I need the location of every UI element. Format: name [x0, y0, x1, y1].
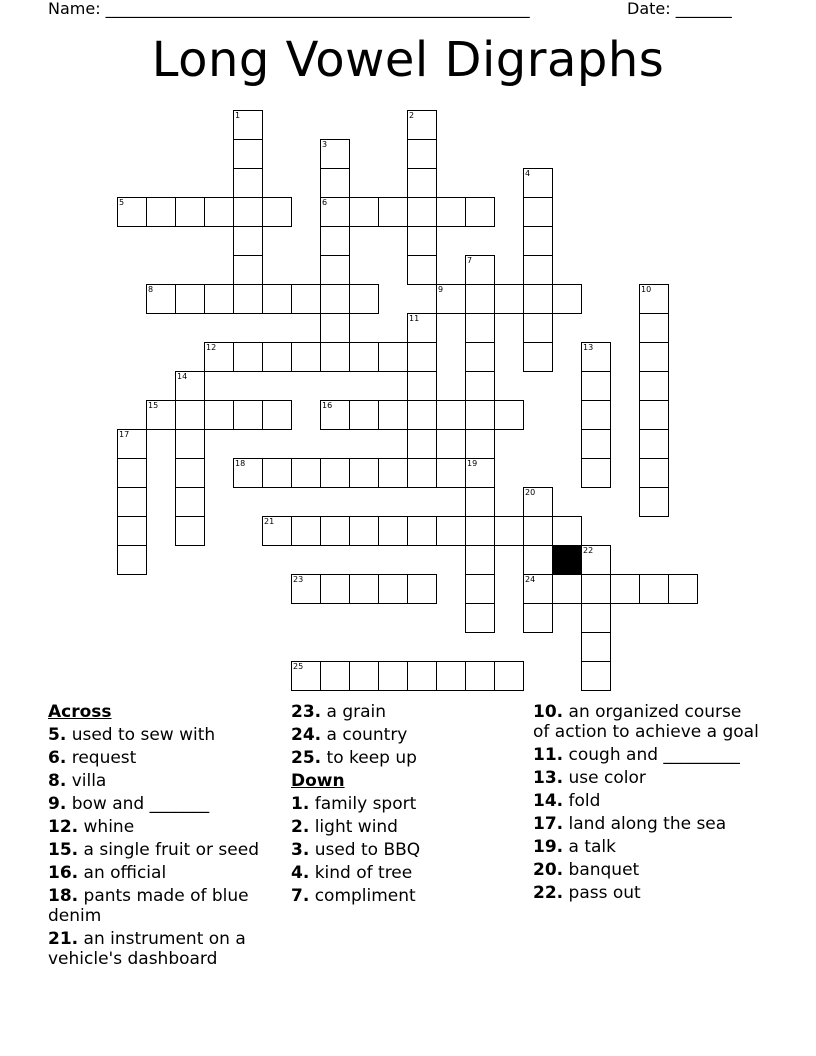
clue-number: 21 [264, 517, 275, 526]
clue-number: 22 [583, 546, 594, 555]
grid-cell[interactable] [291, 516, 321, 546]
grid-cell[interactable] [378, 342, 408, 372]
down-clue-11: 11. cough and _________ [533, 745, 740, 765]
grid-cell[interactable] [378, 458, 408, 488]
grid-cell[interactable] [639, 487, 669, 517]
grid-cell[interactable] [610, 574, 640, 604]
grid-cell[interactable] [320, 313, 350, 343]
grid-cell[interactable] [494, 516, 524, 546]
across-clue-5: 5. used to sew with [48, 725, 216, 745]
grid-cell[interactable] [291, 574, 321, 604]
grid-cell[interactable] [320, 516, 350, 546]
name-field-label: Name: _____________________________________________________ [48, 0, 530, 18]
grid-cell[interactable] [262, 516, 292, 546]
down-clue-19: 19. a talk [533, 837, 617, 857]
grid-cell[interactable] [117, 197, 147, 227]
clue-number: 12 [206, 343, 217, 352]
grid-cell[interactable] [523, 197, 553, 227]
grid-cell[interactable] [436, 661, 466, 691]
grid-cell[interactable] [349, 458, 379, 488]
grid-cell[interactable] [204, 342, 234, 372]
grid-cell[interactable] [117, 458, 147, 488]
grid-cell[interactable] [581, 371, 611, 401]
clue-number: 3 [322, 140, 328, 149]
clue-number: 20 [525, 488, 536, 497]
page-title: Long Vowel Digraphs [151, 32, 665, 88]
grid-cell[interactable] [581, 429, 611, 459]
grid-cell[interactable] [494, 661, 524, 691]
grid-cell[interactable] [349, 284, 379, 314]
grid-cell[interactable] [146, 197, 176, 227]
grid-cell[interactable] [523, 226, 553, 256]
grid-cell[interactable] [523, 342, 553, 372]
grid-cell[interactable] [552, 284, 582, 314]
grid-cell[interactable] [523, 487, 553, 517]
across-clue-16: 16. an official [48, 863, 167, 883]
grid-cell[interactable] [436, 197, 466, 227]
clues-column-2 [291, 702, 523, 909]
grid-cell[interactable] [639, 342, 669, 372]
grid-cell[interactable] [291, 284, 321, 314]
clues-column-1 [48, 702, 280, 972]
grid-cell[interactable] [291, 342, 321, 372]
grid-cell[interactable] [407, 574, 437, 604]
grid-cell[interactable] [639, 458, 669, 488]
grid-cell[interactable] [204, 284, 234, 314]
grid-cell[interactable] [639, 400, 669, 430]
grid-cell[interactable] [639, 371, 669, 401]
clue-number: 19 [467, 459, 478, 468]
grid-cell[interactable] [581, 661, 611, 691]
grid-cell[interactable] [175, 429, 205, 459]
grid-cell[interactable] [465, 342, 495, 372]
grid-cell[interactable] [494, 284, 524, 314]
clue-number: 14 [177, 372, 188, 381]
grid-cell[interactable] [523, 545, 553, 575]
grid-cell[interactable] [117, 545, 147, 575]
grid-cell[interactable] [407, 226, 437, 256]
clue-number: 13 [583, 343, 594, 352]
grid-cell[interactable] [407, 342, 437, 372]
grid-cell[interactable] [320, 342, 350, 372]
grid-cell[interactable] [204, 197, 234, 227]
grid-cell[interactable] [262, 458, 292, 488]
grid-cell[interactable] [349, 400, 379, 430]
grid-cell[interactable] [378, 661, 408, 691]
grid-cell[interactable] [639, 574, 669, 604]
grid-cell[interactable] [320, 168, 350, 198]
grid-cell[interactable] [378, 516, 408, 546]
grid-cell[interactable] [233, 226, 263, 256]
grid-cell[interactable] [581, 603, 611, 633]
grid-cell[interactable] [233, 139, 263, 169]
down-clue-3: 3. used to BBQ [291, 840, 421, 860]
grid-cell[interactable] [407, 661, 437, 691]
grid-cell[interactable] [465, 458, 495, 488]
clue-number: 25 [293, 662, 304, 671]
grid-cell[interactable] [117, 516, 147, 546]
grid-cell[interactable] [320, 574, 350, 604]
across-clue-9: 9. bow and _______ [48, 794, 210, 814]
down-clue-14: 14. fold [533, 791, 601, 811]
date-field-label: Date: _______ [627, 0, 732, 18]
grid-cell[interactable] [523, 574, 553, 604]
across-clue-25: 25. to keep up [291, 748, 417, 768]
grid-cell[interactable] [233, 342, 263, 372]
grid-cell[interactable] [523, 516, 553, 546]
across-clue-12: 12. whine [48, 817, 135, 837]
grid-cell[interactable] [465, 574, 495, 604]
grid-cell[interactable] [407, 429, 437, 459]
grid-cell[interactable] [407, 168, 437, 198]
grid-cell[interactable] [204, 400, 234, 430]
grid-cell[interactable] [320, 226, 350, 256]
grid-cell[interactable] [523, 168, 553, 198]
grid-cell[interactable] [407, 313, 437, 343]
grid-cell[interactable] [117, 429, 147, 459]
grid-cell[interactable] [233, 168, 263, 198]
grid-cell[interactable] [175, 400, 205, 430]
grid-cell[interactable] [117, 487, 147, 517]
grid-cell[interactable] [349, 516, 379, 546]
grid-cell[interactable] [523, 603, 553, 633]
grid-cell[interactable] [175, 516, 205, 546]
grid-cell[interactable] [523, 313, 553, 343]
clues-column-3 [533, 702, 763, 906]
grid-cell[interactable] [175, 458, 205, 488]
grid-cell[interactable] [465, 603, 495, 633]
grid-cell[interactable] [465, 313, 495, 343]
grid-cell[interactable] [465, 371, 495, 401]
blocked-cell [552, 545, 582, 575]
clue-number: 1 [235, 111, 241, 120]
grid-cell[interactable] [552, 574, 582, 604]
grid-cell[interactable] [233, 110, 263, 140]
grid-cell[interactable] [465, 284, 495, 314]
clue-number: 16 [322, 401, 333, 410]
clue-number: 17 [119, 430, 130, 439]
grid-cell[interactable] [291, 458, 321, 488]
grid-cell[interactable] [581, 574, 611, 604]
grid-cell[interactable] [436, 516, 466, 546]
down-clue-22: 22. pass out [533, 883, 641, 903]
grid-cell[interactable] [581, 632, 611, 662]
down-clue-4: 4. kind of tree [291, 863, 413, 883]
grid-cell[interactable] [494, 400, 524, 430]
clue-number: 15 [148, 401, 159, 410]
across-heading: Across [48, 702, 112, 722]
grid-cell[interactable] [320, 197, 350, 227]
grid-cell[interactable] [320, 284, 350, 314]
grid-cell[interactable] [436, 458, 466, 488]
grid-cell[interactable] [146, 284, 176, 314]
grid-cell[interactable] [407, 110, 437, 140]
grid-cell[interactable] [465, 429, 495, 459]
across-clue-23: 23. a grain [291, 702, 387, 722]
clue-number: 4 [525, 169, 531, 178]
grid-cell[interactable] [407, 516, 437, 546]
across-clue-6: 6. request [48, 748, 137, 768]
grid-cell[interactable] [436, 284, 466, 314]
grid-cell[interactable] [407, 371, 437, 401]
grid-cell[interactable] [146, 400, 176, 430]
grid-cell[interactable] [349, 342, 379, 372]
clue-number: 2 [409, 111, 415, 120]
down-clue-10: 10. an organized course of action to achieve a goal [533, 702, 759, 742]
grid-cell[interactable] [639, 284, 669, 314]
clue-number: 18 [235, 459, 246, 468]
clue-number: 10 [641, 285, 652, 294]
grid-cell[interactable] [262, 342, 292, 372]
grid-cell[interactable] [378, 197, 408, 227]
grid-cell[interactable] [262, 284, 292, 314]
grid-cell[interactable] [349, 661, 379, 691]
grid-cell[interactable] [465, 661, 495, 691]
grid-cell[interactable] [262, 197, 292, 227]
clue-number: 6 [322, 198, 328, 207]
grid-cell[interactable] [465, 487, 495, 517]
down-clue-2: 2. light wind [291, 817, 398, 837]
across-clue-18: 18. pants made of blue denim [48, 886, 249, 926]
grid-cell[interactable] [320, 139, 350, 169]
grid-cell[interactable] [349, 197, 379, 227]
down-clue-17: 17. land along the sea [533, 814, 727, 834]
grid-cell[interactable] [407, 400, 437, 430]
down-clue-1: 1. family sport [291, 794, 417, 814]
grid-cell[interactable] [349, 574, 379, 604]
grid-cell[interactable] [465, 400, 495, 430]
clue-number: 9 [438, 285, 444, 294]
grid-cell[interactable] [175, 487, 205, 517]
grid-cell[interactable] [320, 458, 350, 488]
grid-cell[interactable] [233, 197, 263, 227]
grid-cell[interactable] [523, 284, 553, 314]
across-clue-21: 21. an instrument on a vehicle's dashboard [48, 929, 246, 969]
grid-cell[interactable] [233, 458, 263, 488]
grid-cell[interactable] [407, 255, 437, 285]
grid-cell[interactable] [407, 458, 437, 488]
across-clue-8: 8. villa [48, 771, 107, 791]
clue-number: 23 [293, 575, 304, 584]
grid-cell[interactable] [233, 255, 263, 285]
grid-cell[interactable] [465, 545, 495, 575]
grid-cell[interactable] [668, 574, 698, 604]
grid-cell[interactable] [523, 255, 553, 285]
down-clue-7: 7. compliment [291, 886, 416, 906]
grid-cell[interactable] [436, 400, 466, 430]
grid-cell[interactable] [291, 661, 321, 691]
clue-number: 8 [148, 285, 154, 294]
clue-number: 7 [467, 256, 473, 265]
grid-cell[interactable] [233, 284, 263, 314]
grid-cell[interactable] [581, 458, 611, 488]
down-heading: Down [291, 771, 345, 791]
grid-cell[interactable] [175, 197, 205, 227]
grid-cell[interactable] [639, 429, 669, 459]
grid-cell[interactable] [639, 313, 669, 343]
across-clue-24: 24. a country [291, 725, 408, 745]
grid-cell[interactable] [175, 284, 205, 314]
grid-cell[interactable] [320, 255, 350, 285]
grid-cell[interactable] [552, 516, 582, 546]
grid-cell[interactable] [175, 371, 205, 401]
grid-cell[interactable] [407, 197, 437, 227]
clue-number: 11 [409, 314, 420, 323]
grid-cell[interactable] [233, 400, 263, 430]
down-clue-13: 13. use color [533, 768, 646, 788]
down-clue-20: 20. banquet [533, 860, 640, 880]
clue-number: 24 [525, 575, 536, 584]
grid-cell[interactable] [465, 516, 495, 546]
grid-cell[interactable] [320, 661, 350, 691]
grid-cell[interactable] [407, 139, 437, 169]
grid-cell[interactable] [378, 400, 408, 430]
across-clue-15: 15. a single fruit or seed [48, 840, 259, 860]
grid-cell[interactable] [581, 545, 611, 575]
grid-cell[interactable] [581, 342, 611, 372]
grid-cell[interactable] [465, 255, 495, 285]
grid-cell[interactable] [465, 197, 495, 227]
grid-cell[interactable] [378, 574, 408, 604]
grid-cell[interactable] [320, 400, 350, 430]
grid-cell[interactable] [581, 400, 611, 430]
clue-number: 5 [119, 198, 125, 207]
grid-cell[interactable] [262, 400, 292, 430]
